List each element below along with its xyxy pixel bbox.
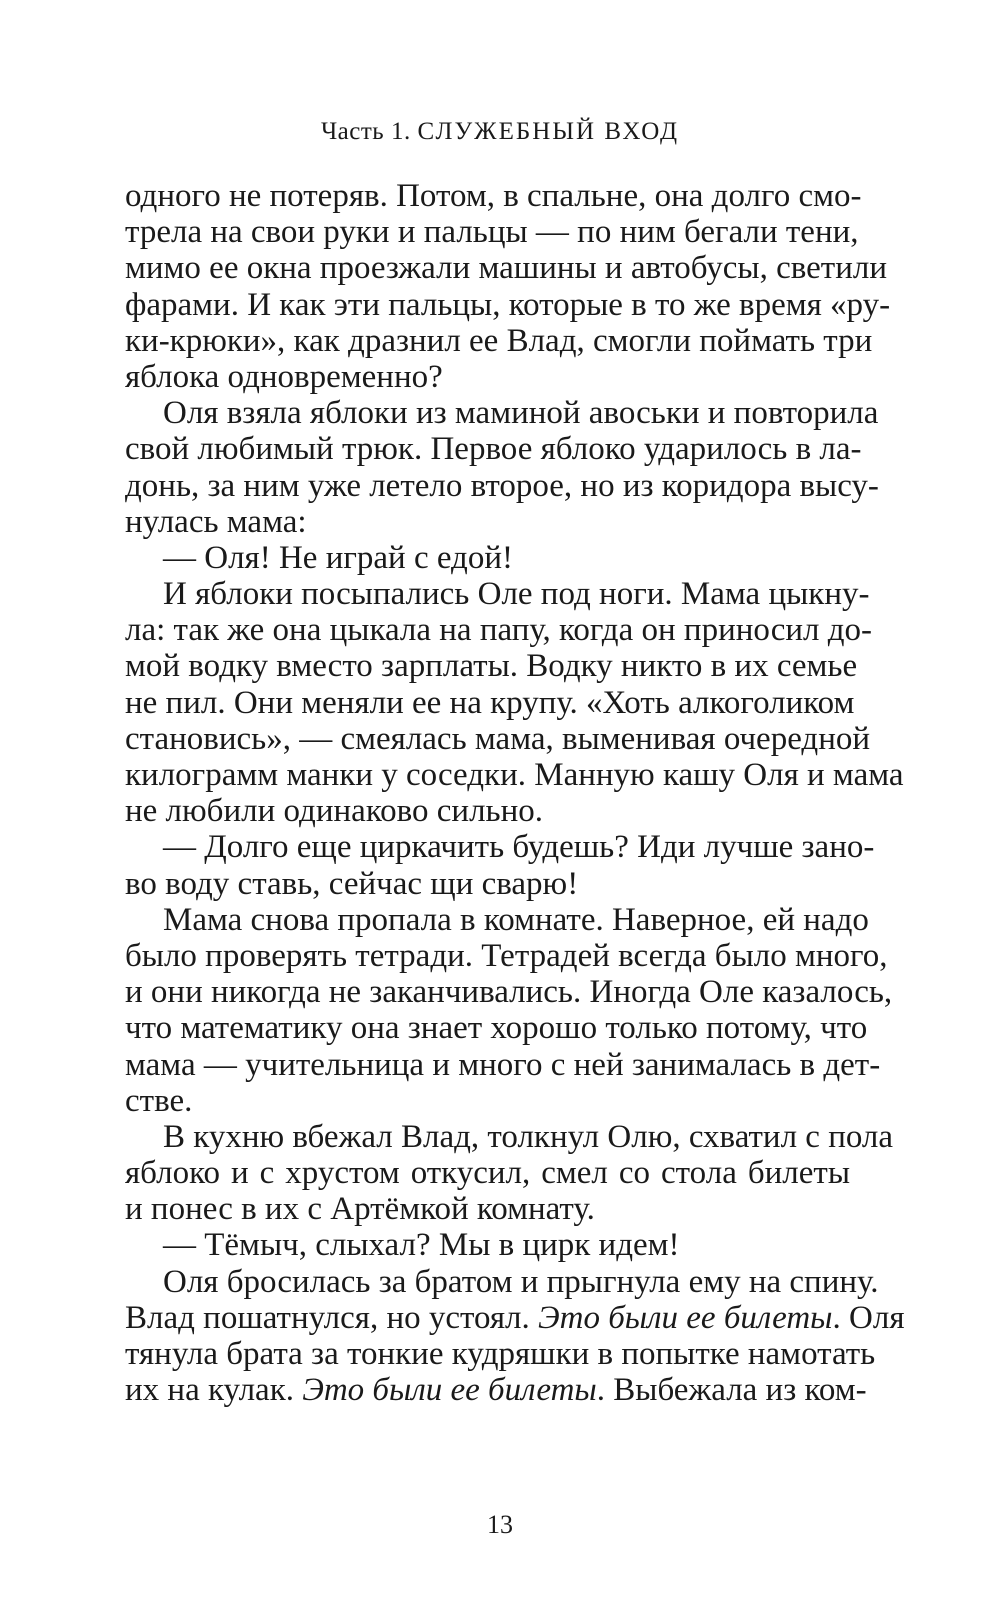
text-line: свой любимый трюк. Первое яблоко ударилось в ла- [125,431,862,468]
text-line: Оля взяла яблоки из маминой авоськи и повторила [163,395,879,432]
text-line: стве. [125,1082,193,1119]
text-fragment: Влад пошатнулся, но устоял. [125,1299,539,1336]
text-line: и понес в их с Артёмкой комнату. [125,1191,595,1228]
text-line: мимо ее окна проезжали машины и автобусы, светили [125,250,887,287]
text-line: фарами. И как эти пальцы, которые в то же время «ру- [125,286,891,323]
text-line: становись», — смеялась мама, выменивая очередной [125,720,871,757]
italic-fragment: Это были ее билеты [302,1372,597,1409]
text-line: и они никогда не заканчивались. Иногда Оле казалось, [125,974,893,1011]
text-fragment: . Оля [832,1299,905,1336]
text-line: яблока одновременно? [125,358,443,395]
text-line: Мама снова пропала в комнате. Наверное, ей надо [163,901,869,938]
text-line [125,1299,905,1336]
text-line: не пил. Они меняли ее на крупу. «Хоть алкоголиком [125,684,855,721]
text-line [125,1372,867,1409]
text-line: — Оля! Не играй с едой! [163,539,513,576]
text-line: донь, за ним уже летело второе, но из коридора высу- [125,467,879,504]
text-fragment: . Выбежала из ком- [596,1372,867,1409]
running-head-part: Часть 1. [320,118,411,145]
text-line: нулась мама: [125,503,307,540]
text-line: мой водку вместо зарплаты. Водку никто в их семье [125,648,858,685]
running-head-section: СЛУЖЕБНЫЙ ВХОД [417,118,680,145]
page-number: 13 [487,1510,513,1539]
text-line: тянула брата за тонкие кудряшки в попытке намотать [125,1336,876,1372]
italic-fragment: Это были ее билеты [538,1299,833,1336]
text-line: — Тёмыч, слыхал? Мы в цирк идем! [163,1227,680,1264]
running-head [0,118,1000,146]
text-line: яблоко и с хрустом откусил, смел со стола билеты [125,1155,850,1192]
text-fragment: их на кулак. [125,1372,303,1409]
text-line: не любили одинаково сильно. [125,793,544,830]
text-line: Оля бросилась за братом и прыгнула ему на спину. [163,1263,879,1300]
body-text [125,178,905,1409]
text-line: В кухню вбежал Влад, толкнул Олю, схватил с пола [163,1118,894,1155]
text-line: И яблоки посыпались Оле под ноги. Мама цыкну- [163,576,870,613]
text-line: во воду ставь, сейчас щи сварю! [125,865,579,902]
text-line: килограмм манки у соседки. Манную кашу Оля и мама [125,757,904,793]
text-line: было проверять тетради. Тетрадей всегда было много, [125,937,888,974]
text-line: одного не потеряв. Потом, в спальне, она долго смо- [125,178,862,214]
text-line: — Долго еще циркачить будешь? Иди лучше зано- [163,829,875,866]
text-line: что математику она знает хорошо только потому, что [125,1010,868,1047]
text-line: мама — учительница и много с ней занималась в дет- [125,1046,881,1083]
text-line: ки-крюки», как дразнил ее Влад, смогли поймать три [125,322,873,359]
text-line: ла: так же она цыкала на папу, когда он приносил до- [125,612,873,649]
text-line: трела на свои руки и пальцы — по ним бегали тени, [125,214,859,251]
